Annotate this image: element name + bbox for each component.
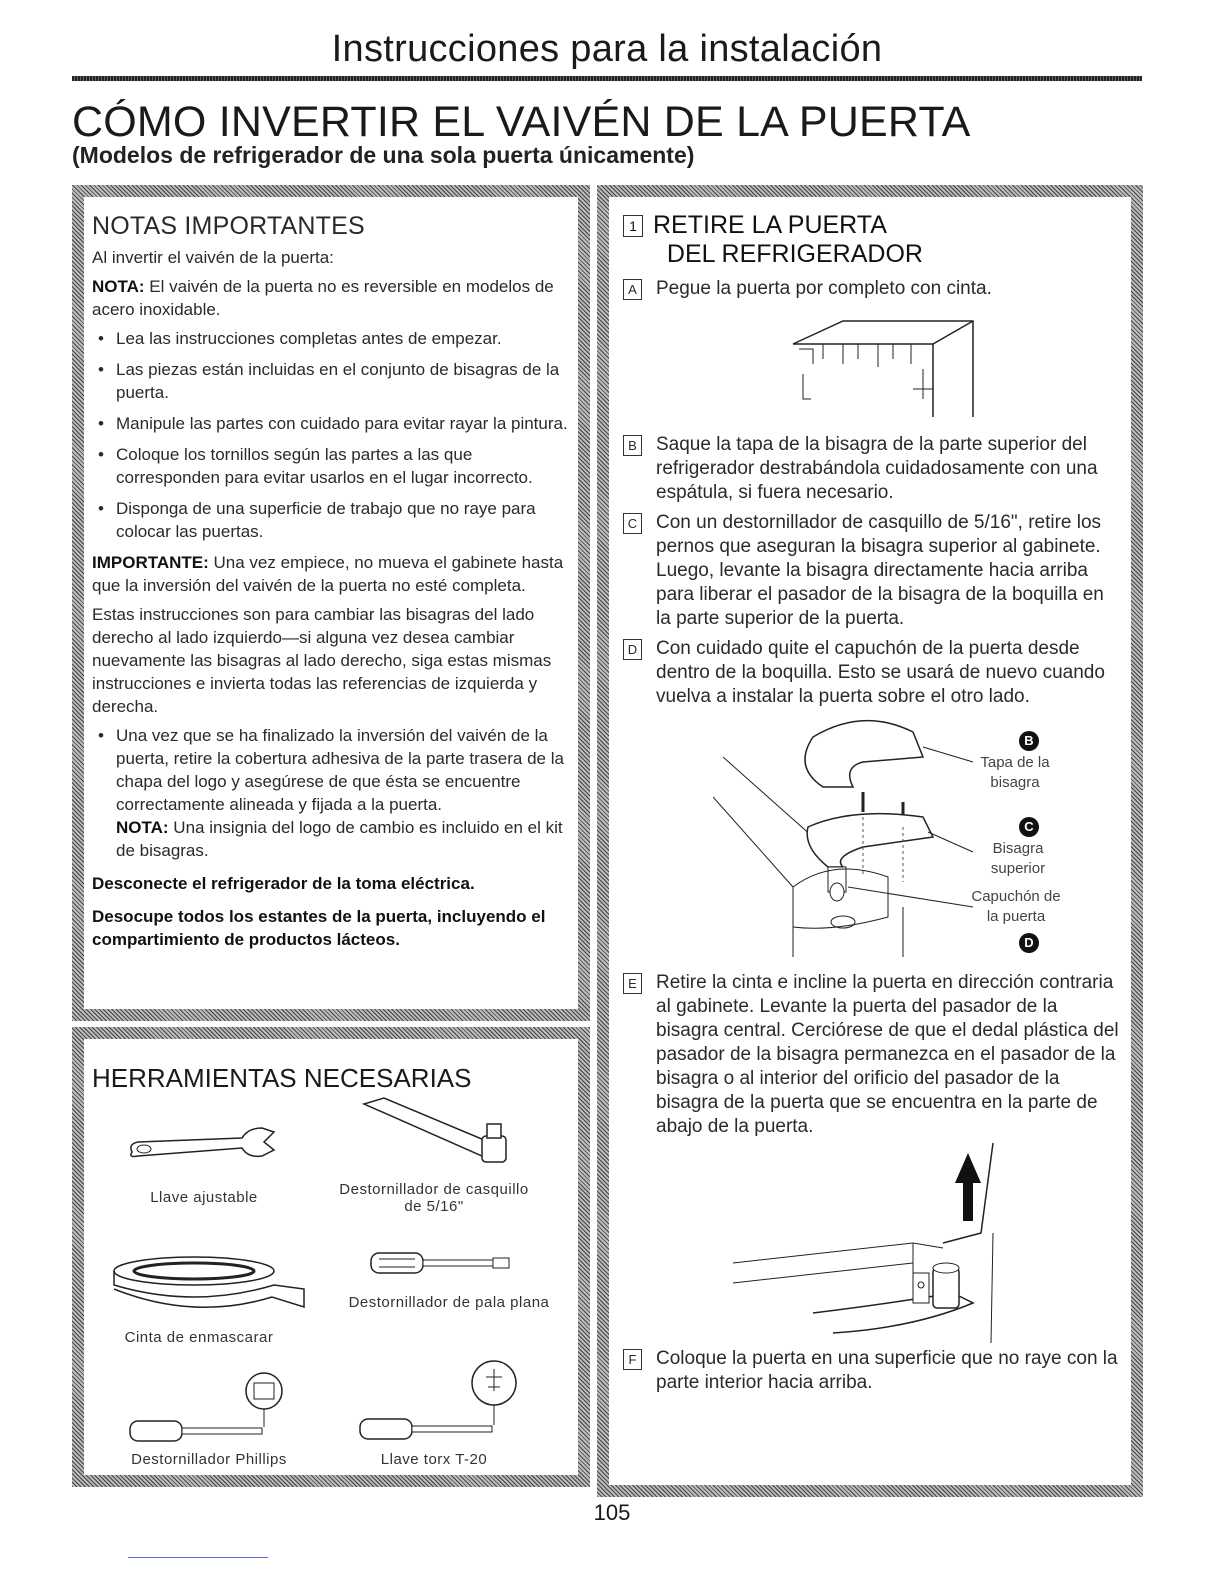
substep-letter: C: [623, 513, 642, 534]
substep-text: Saque la tapa de la bisagra de la parte superior del refrigerador destrabándola cuidadosamente con una espátula, si fuera necesario.: [656, 434, 1098, 503]
list-item: • Coloque los tornillos según las partes a las que corresponden para evitar usarlos en el lugar incorrecto.: [92, 443, 572, 489]
notes-paragraph: Estas instrucciones son para cambiar las bisagras del lado derecho al lado izquierdo—si alguna vez desea cambiar nuevamente las bisagras al lado derecho, siga estas mismas instrucciones e invierta todas las referencias de izquierda y derecha.: [92, 605, 552, 716]
adjustable-wrench-icon: [124, 1124, 284, 1174]
substep-letter: A: [623, 279, 642, 300]
taped-door-illustration: [783, 319, 983, 419]
empty-shelves-warning: Desocupe todos los estantes de la puerta, incluyendo el compartimiento de productos lácteos.: [92, 907, 546, 949]
disconnect-warning: Desconecte el refrigerador de la toma eléctrica.: [92, 874, 475, 893]
substep-letter: D: [623, 639, 642, 660]
notes-bullet-list-2: [92, 724, 572, 862]
substep-text: Coloque la puerta en una superficie que no raye con la parte interior hacia arriba.: [656, 1348, 1118, 1393]
substep-b: [623, 433, 1119, 505]
flat-screwdriver-icon: [369, 1249, 529, 1279]
list-item: • Las piezas están incluidas en el conjunto de bisagras de la puerta.: [92, 358, 572, 404]
door-cap-label: Capuchón de la puerta: [971, 888, 1061, 925]
list-item-text: Una vez que se ha finalizado la inversión del vaivén de la puerta, retire la cobertura adhesiva de la parte trasera de la chapa del logo y asegúrese de que ésta se encuentre correctamente alineada y fijada a la puerta.: [116, 726, 564, 814]
step-number-box: 1: [623, 215, 643, 237]
tape-label: Cinta de enmascarar: [124, 1329, 274, 1346]
nota2-text: Una insignia del logo de cambio es incluido en el kit de bisagras.: [116, 818, 563, 860]
tools-box: [72, 1027, 590, 1487]
notes-importante: [92, 551, 572, 597]
top-hinge-label: Bisagra superior: [990, 840, 1046, 877]
header-rule: [72, 76, 1142, 81]
nota2-label: NOTA:: [116, 818, 169, 837]
important-notes-box: [72, 185, 590, 1021]
callout-b-icon: B: [1019, 731, 1039, 751]
masking-tape-icon: [104, 1249, 314, 1319]
substep-e: [623, 971, 1119, 1139]
list-item: • Manipule las partes con cuidado para evitar rayar la pintura.: [92, 412, 572, 435]
substep-letter: B: [623, 435, 642, 456]
substep-c: [623, 511, 1119, 631]
step-title-line1: RETIRE LA PUERTA: [653, 211, 887, 239]
callout-d-icon: D: [1019, 933, 1039, 953]
substep-text: Con cuidado quite el capuchón de la puerta desde dentro de la boquilla. Esto se usará de nuevo cuando vuelva a instalar la puerta sobre el otro lado.: [656, 638, 1105, 707]
nota-text: El vaivén de la puerta no es reversible en modelos de acero inoxidable.: [92, 277, 554, 319]
step-title-line2: DEL REFRIGERADOR: [666, 240, 923, 268]
phillips-screwdriver-icon: [124, 1369, 294, 1449]
wrench-label: Llave ajustable: [150, 1189, 258, 1206]
importante-label: IMPORTANTE:: [92, 553, 209, 572]
hinge-exploded-illustration: [713, 717, 993, 957]
callout-c-icon: C: [1019, 817, 1039, 837]
remove-door-steps-box: [597, 185, 1143, 1497]
nota-label: NOTA:: [92, 277, 145, 296]
substep-text: Pegue la puerta por completo con cinta.: [656, 278, 992, 299]
importante-text: Una vez empiece, no mueva el gabinete hasta que la inversión del vaivén de la puerta no esté completa.: [92, 553, 564, 595]
list-item: • Lea las instrucciones completas antes de empezar.: [92, 327, 572, 350]
lift-door-illustration: [713, 1143, 1023, 1343]
page-subtitle: (Modelos de refrigerador de una sola puerta únicamente): [72, 142, 695, 168]
notes-title: NOTAS IMPORTANTES: [92, 212, 365, 240]
substep-f: [623, 1347, 1119, 1395]
hinge-figure: [623, 709, 1119, 959]
socket-driver-icon: [354, 1094, 524, 1174]
torx-label: Llave torx T-20: [380, 1451, 488, 1468]
substep-letter: E: [623, 973, 642, 994]
tools-title: HERRAMIENTAS NECESARIAS: [92, 1063, 472, 1093]
list-item: [92, 724, 572, 862]
notes-bullet-list: [92, 327, 572, 543]
list-item: • Disponga de una superficie de trabajo que no raye para colocar las puertas.: [92, 497, 572, 543]
socket-driver-label: Destornillador de casquillo de 5/16": [339, 1181, 529, 1215]
page-header: Instrucciones para la instalación: [331, 28, 883, 70]
flat-screwdriver-label: Destornillador de pala plana: [348, 1294, 550, 1311]
substep-a: [623, 277, 1119, 301]
substep-text: Retire la cinta e incline la puerta en dirección contraria al gabinete. Levante la puerta del pasador de la bisagra central. Cerciórese de que el dedal plástica del pasador de la bisagra permanezca en el pasador de la bisagra o al interior del orificio del pasador de la bisagra de la puerta que se encuentra en la parte de abajo de la puerta.: [656, 972, 1119, 1137]
notes-nota: [92, 275, 572, 321]
page-title: CÓMO INVERTIR EL VAIVÉN DE LA PUERTA: [72, 98, 971, 146]
phillips-label: Destornillador Phillips: [131, 1451, 287, 1468]
page-number: 105: [593, 1500, 631, 1525]
torx-wrench-icon: [354, 1357, 524, 1449]
hinge-cap-label: Tapa de la bisagra: [980, 754, 1050, 791]
notes-intro: Al invertir el vaivén de la puerta:: [92, 248, 334, 267]
bottom-rule: [128, 1557, 268, 1558]
substep-letter: F: [623, 1349, 642, 1370]
substep-text: Con un destornillador de casquillo de 5/16", retire los pernos que aseguran la bisagra superior al gabinete. Luego, levante la bisagra directamente hacia arriba para liberar el pasador de la bisagra de la boquilla en la parte superior de la puerta.: [656, 512, 1104, 629]
step-1-heading: [623, 211, 1119, 269]
substep-d: [623, 637, 1119, 709]
